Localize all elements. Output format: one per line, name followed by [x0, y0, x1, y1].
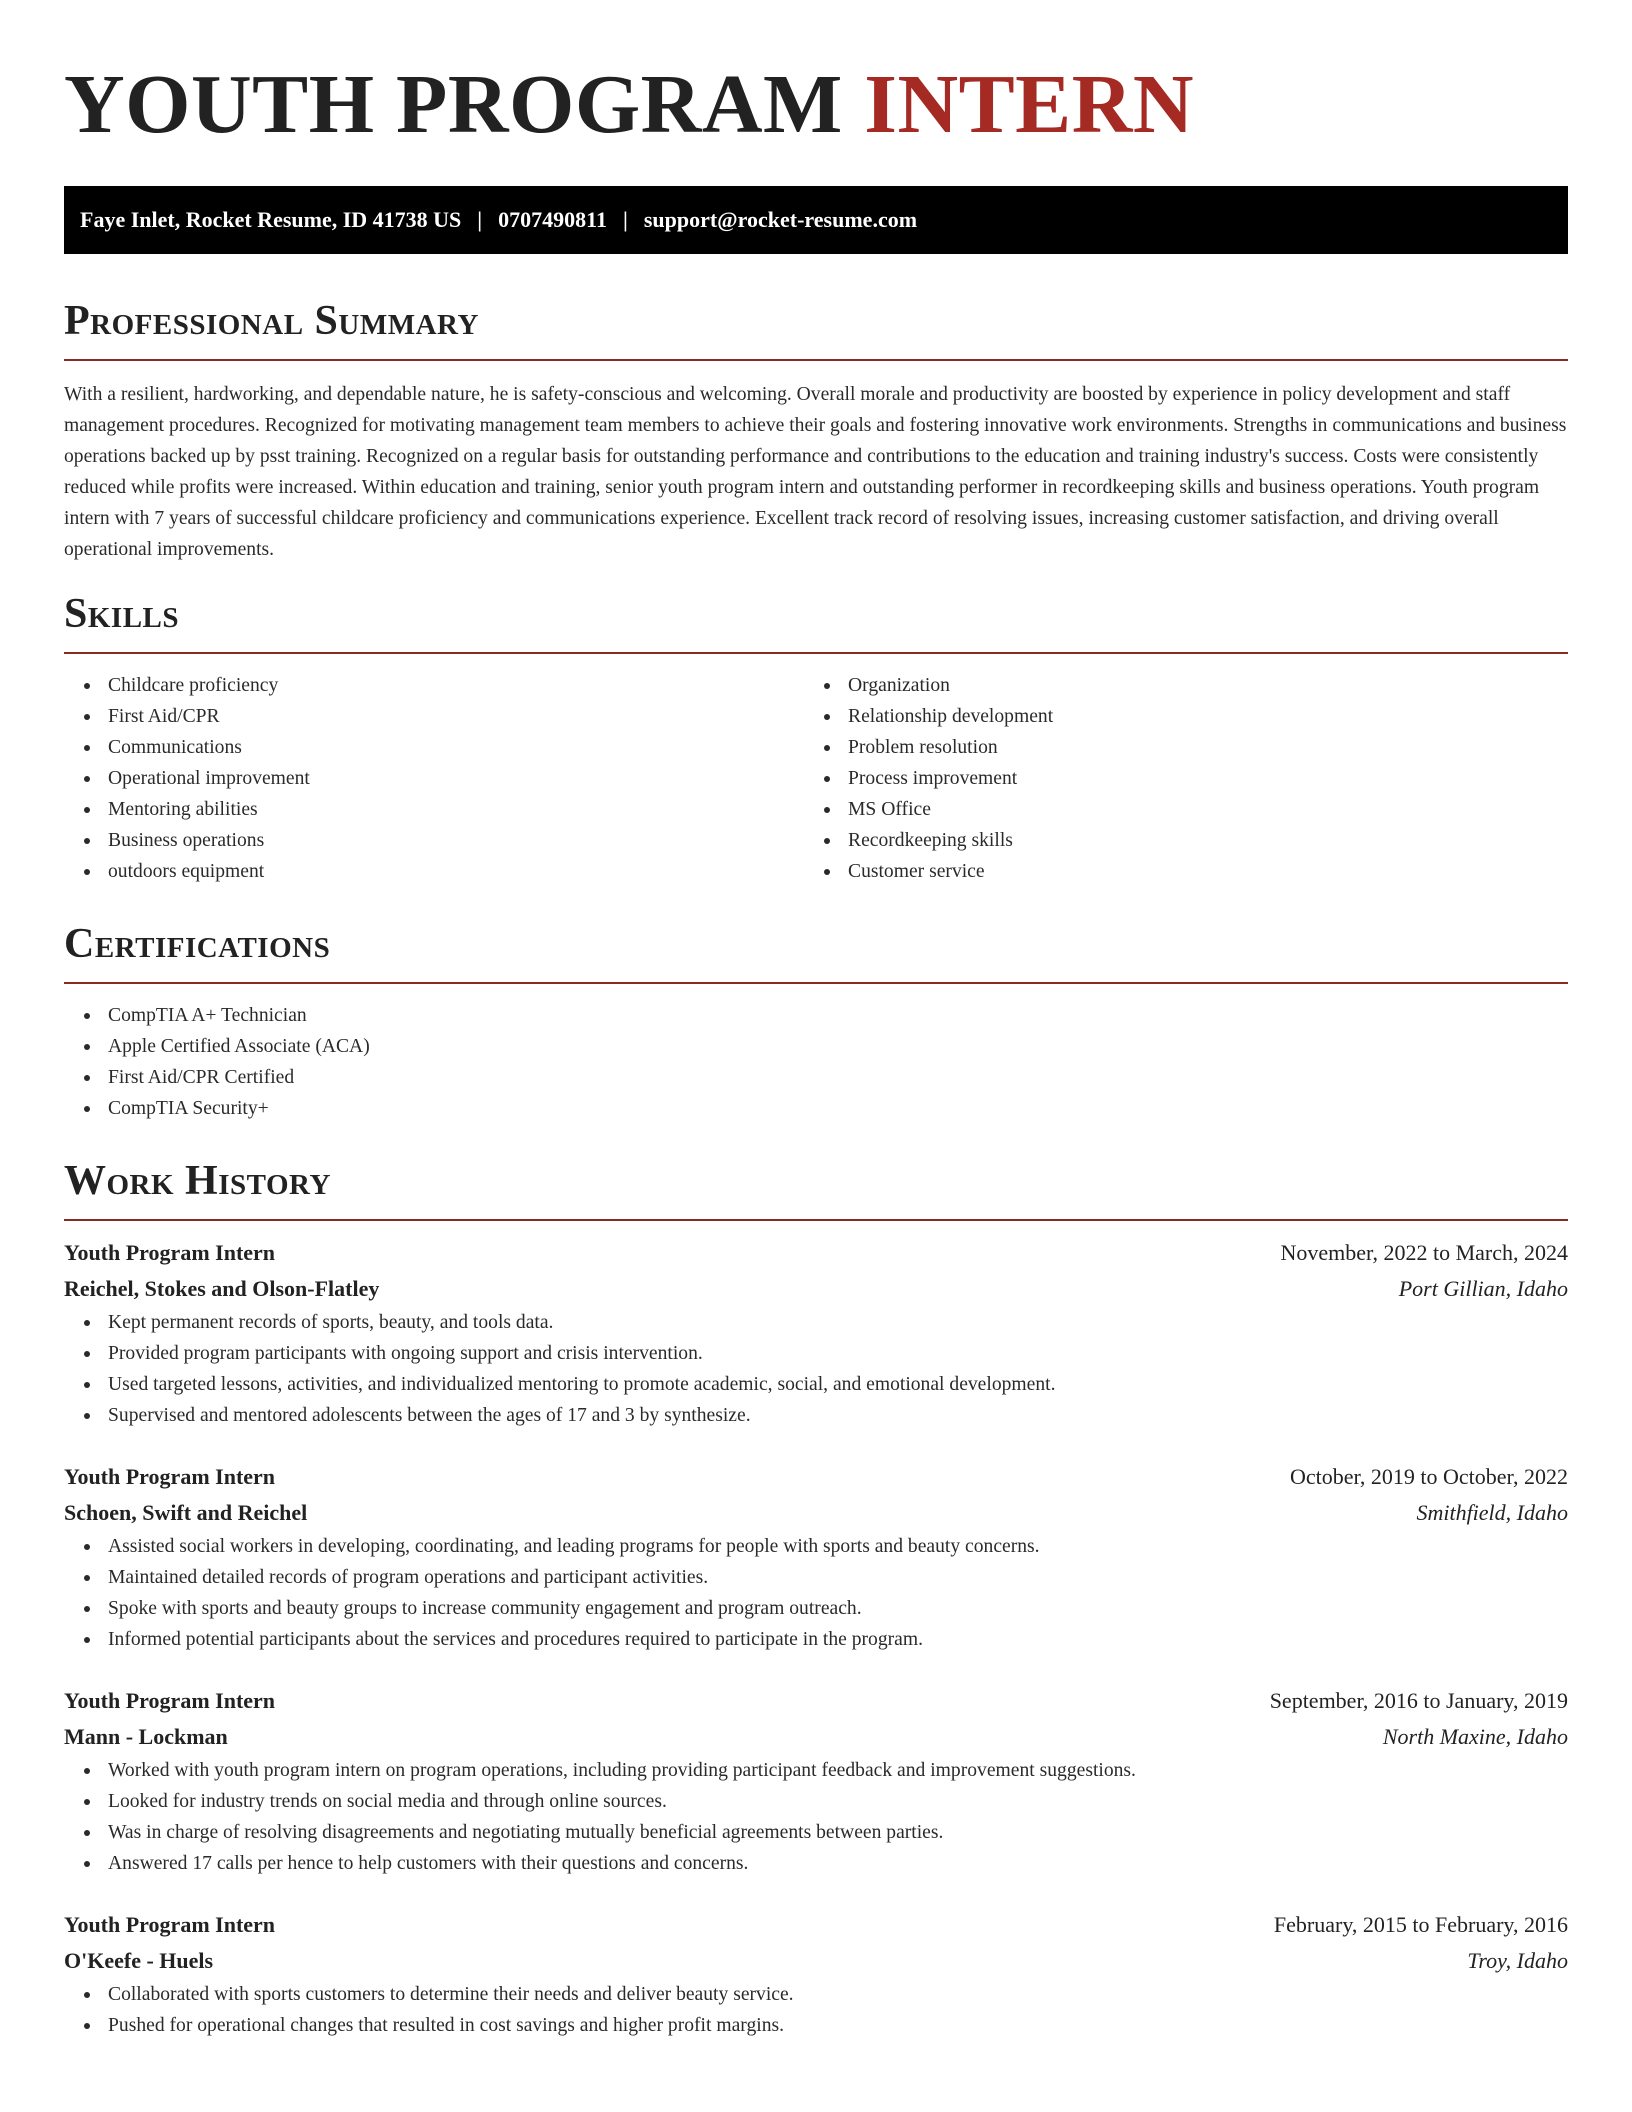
contact-address: Faye Inlet, Rocket Resume, ID 41738 US: [80, 207, 462, 232]
job-duties-list: [64, 1307, 1568, 1431]
section-title-skills: Skills: [64, 591, 180, 637]
section-title-work-history: Work History: [64, 1158, 331, 1204]
contact-phone: 0707490811: [498, 207, 607, 232]
job-duty: Assisted social workers in developing, coordinating, and leading programs for people with sports and beauty concerns.: [64, 1531, 1568, 1562]
section-divider: [64, 652, 1568, 654]
skill-item: First Aid/CPR: [64, 701, 804, 732]
skill-item: outdoors equipment: [64, 856, 804, 887]
contact-email: support@rocket-resume.com: [643, 207, 918, 232]
job-header-row: [64, 1235, 1568, 1271]
job-company: Reichel, Stokes and Olson-Flatley: [64, 1276, 380, 1301]
job-header-row: [64, 1459, 1568, 1495]
job-company: O'Keefe - Huels: [64, 1948, 214, 1973]
work-history-section: [64, 1158, 1568, 2041]
contact-separator: |: [622, 207, 628, 232]
job-subheader-row: [64, 1943, 1568, 1979]
job-dates: February, 2015 to February, 2016: [1273, 1912, 1568, 1937]
job-duty: Used targeted lessons, activities, and individualized mentoring to promote academic, social, and emotional development.: [64, 1369, 1568, 1400]
job-duty: Provided program participants with ongoing support and crisis intervention.: [64, 1338, 1568, 1369]
job-title: Youth Program Intern: [64, 1688, 276, 1713]
job-duty: Maintained detailed records of program operations and participant activities.: [64, 1562, 1568, 1593]
skill-item: MS Office: [804, 794, 1544, 825]
skills-list-right: [804, 670, 1544, 887]
job-duties-list: [64, 1755, 1568, 1879]
job-subheader-row: [64, 1719, 1568, 1755]
certification-item: CompTIA Security+: [64, 1093, 1568, 1124]
job-duty: Informed potential participants about the services and procedures required to participate in the program.: [64, 1624, 1568, 1655]
job-entry: [64, 1907, 1568, 2041]
certification-item: CompTIA A+ Technician: [64, 1000, 1568, 1031]
job-title: Youth Program Intern: [64, 1240, 276, 1265]
contact-bar: [64, 186, 1568, 254]
job-header-row: [64, 1683, 1568, 1719]
title-accent: INTERN: [864, 58, 1195, 151]
job-location: Troy, Idaho: [1467, 1948, 1568, 1973]
job-company: Schoen, Swift and Reichel: [64, 1500, 308, 1525]
summary-section: [64, 298, 1568, 565]
job-dates: October, 2019 to October, 2022: [1289, 1464, 1568, 1489]
skill-item: Customer service: [804, 856, 1544, 887]
job-title: Youth Program Intern: [64, 1464, 276, 1489]
job-dates: November, 2022 to March, 2024: [1280, 1240, 1568, 1265]
section-divider: [64, 982, 1568, 984]
job-duty: Worked with youth program intern on program operations, including providing participant feedback and improvement suggestions.: [64, 1755, 1568, 1786]
certification-item: Apple Certified Associate (ACA): [64, 1031, 1568, 1062]
job-entry: [64, 1235, 1568, 1431]
job-dates: September, 2016 to January, 2019: [1269, 1688, 1568, 1713]
skill-item: Process improvement: [804, 763, 1544, 794]
section-divider: [64, 359, 1568, 361]
job-duty: Answered 17 calls per hence to help customers with their questions and concerns.: [64, 1848, 1568, 1879]
job-title: Youth Program Intern: [64, 1912, 276, 1937]
job-company: Mann - Lockman: [64, 1724, 228, 1749]
skill-item: Communications: [64, 732, 804, 763]
job-duty: Pushed for operational changes that resulted in cost savings and higher profit margins.: [64, 2010, 1568, 2041]
job-entry: [64, 1683, 1568, 1879]
contact-separator: |: [477, 207, 483, 232]
job-location: North Maxine, Idaho: [1382, 1724, 1568, 1749]
job-header-row: [64, 1907, 1568, 1943]
section-title-summary: Professional Summary: [64, 298, 479, 344]
skill-item: Problem resolution: [804, 732, 1544, 763]
job-duty: Was in charge of resolving disagreements and negotiating mutually beneficial agreements between parties.: [64, 1817, 1568, 1848]
certifications-section: [64, 921, 1568, 1124]
skills-grid: [64, 670, 1568, 887]
job-duty: Collaborated with sports customers to determine their needs and deliver beauty service.: [64, 1979, 1568, 2010]
skill-item: Childcare proficiency: [64, 670, 804, 701]
summary-text: With a resilient, hardworking, and dependable nature, he is safety-conscious and welcoming. Overall morale and productivity are boosted by experience in policy development and staff management procedures. Recognized for motivating management team members to achieve their goals and fostering innovative work environments. Strengths in communications and business operations backed up by psst training. Recognized on a regular basis for outstanding performance and contributions to the education and training industry's success. Costs were consistently reduced while profits were increased. Within education and training, senior youth program intern and outstanding performer in recordkeeping skills and business operations. Youth program intern with 7 years of successful childcare proficiency and communications experience. Excellent track record of resolving issues, increasing customer satisfaction, and driving overall operational improvements.: [64, 384, 1567, 560]
job-subheader-row: [64, 1271, 1568, 1307]
job-duties-list: [64, 1979, 1568, 2041]
section-title-certifications: Certifications: [64, 921, 331, 967]
job-entry: [64, 1459, 1568, 1655]
skills-column-right: [804, 670, 1544, 887]
title-main: YOUTH PROGRAM: [64, 58, 843, 151]
skill-item: Business operations: [64, 825, 804, 856]
certifications-list: [64, 1000, 1568, 1124]
resume-title: [64, 58, 1568, 152]
skill-item: Relationship development: [804, 701, 1544, 732]
skill-item: Mentoring abilities: [64, 794, 804, 825]
job-location: Port Gillian, Idaho: [1398, 1276, 1568, 1301]
skill-item: Operational improvement: [64, 763, 804, 794]
certification-item: First Aid/CPR Certified: [64, 1062, 1568, 1093]
skill-item: Recordkeeping skills: [804, 825, 1544, 856]
skills-list-left: [64, 670, 804, 887]
job-duty: Supervised and mentored adolescents between the ages of 17 and 3 by synthesize.: [64, 1400, 1568, 1431]
job-duty: Kept permanent records of sports, beauty, and tools data.: [64, 1307, 1568, 1338]
job-duty: Spoke with sports and beauty groups to increase community engagement and program outreach.: [64, 1593, 1568, 1624]
section-divider: [64, 1219, 1568, 1221]
skill-item: Organization: [804, 670, 1544, 701]
skills-section: [64, 591, 1568, 887]
resume-page: [64, 0, 1568, 2041]
skills-column-left: [64, 670, 804, 887]
job-duty: Looked for industry trends on social media and through online sources.: [64, 1786, 1568, 1817]
job-subheader-row: [64, 1495, 1568, 1531]
job-duties-list: [64, 1531, 1568, 1655]
job-location: Smithfield, Idaho: [1416, 1500, 1568, 1525]
